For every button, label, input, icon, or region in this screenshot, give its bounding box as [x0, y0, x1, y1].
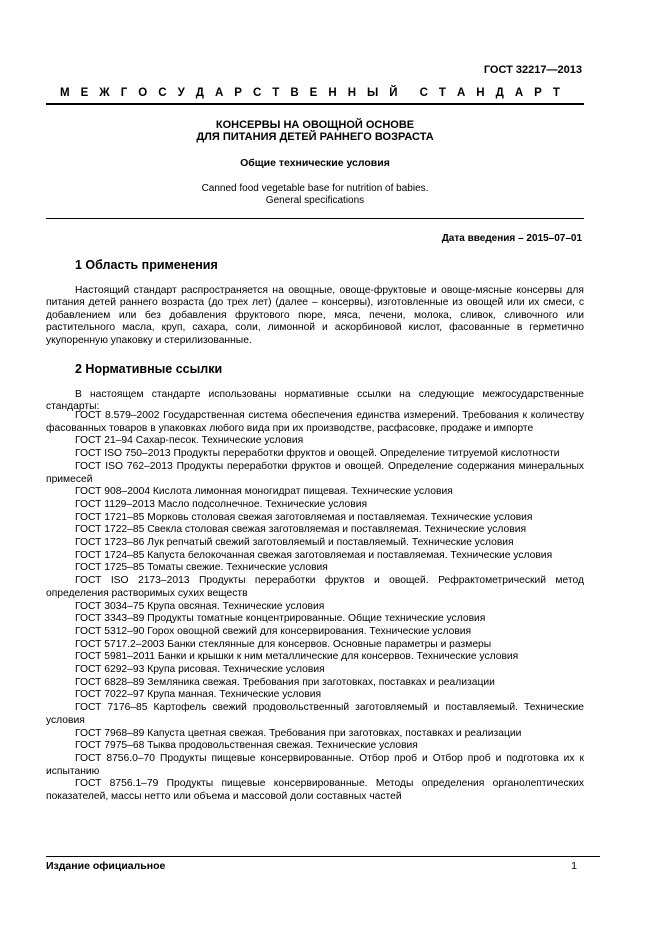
reference-item: ГОСТ 908–2004 Кислота лимонная моногидрат пищевая. Технические условия — [75, 486, 453, 498]
banner-letter: Н — [328, 87, 337, 99]
reference-item: ГОСТ ISO 762–2013 Продукты переработки фруктов и овощей. Определение содержания минеральных примесей — [46, 460, 584, 485]
reference-item: ГОСТ ISO 2173–2013 Продукты переработки фруктов и овощей. Рефрактометрический метод определения растворимых сухих веществ — [46, 575, 584, 599]
banner-letter: Ж — [99, 87, 110, 99]
banner-letter: Н — [347, 87, 356, 99]
english-title-line-2: General specifications — [265, 195, 365, 206]
introduction-date: Дата введения – 2015–07–01 — [441, 233, 582, 244]
reference-item: ГОСТ 7176–85 Картофель свежий продовольственный заготовляемый и поставляемый. Технические условия — [46, 702, 584, 726]
section-2-heading: 2 Нормативные ссылки — [75, 362, 223, 376]
banner-letter: А — [214, 87, 224, 99]
document-title — [46, 119, 584, 143]
english-title-line-1: Canned food vegetable base for nutrition of babies. — [201, 183, 429, 194]
banner-letter: С — [252, 87, 262, 99]
reference-item: ГОСТ 1722–85 Свекла столовая свежая заготовляемая и поставляемая. Технические условия — [75, 524, 527, 536]
reference-item: ГОСТ 6292–93 Крупа рисовая. Технические условия — [75, 664, 325, 676]
reference-item: ГОСТ 8756.0–70 Продукты пищевые консервированные. Отбор проб и Отбор проб и подготовка их к испытанию — [46, 752, 584, 777]
reference-item: ГОСТ 21–94 Сахар-песок. Технические условия — [75, 435, 304, 447]
reference-item: ГОСТ 1723–86 Лук репчатый свежий заготовляемый и поставляемый. Технические условия — [75, 537, 514, 549]
standard-type-banner — [60, 87, 560, 99]
reference-item: ГОСТ 3343–89 Продукты томатные концентрированные. Общие технические условия — [75, 613, 486, 625]
official-edition-label: Издание официальное — [46, 860, 166, 872]
title-divider — [46, 218, 584, 219]
reference-item: ГОСТ 1725–85 Томаты свежие. Технические условия — [75, 562, 328, 574]
title-line-2: ДЛЯ ПИТАНИЯ ДЕТЕЙ РАННЕГО ВОЗРАСТА — [196, 131, 434, 143]
reference-item: ГОСТ 8756.1–79 Продукты пищевые консервированные. Методы определения органолептических показателей, массы нетто или объема и массовой доли составных частей — [46, 778, 584, 803]
banner-letter: Г — [120, 87, 128, 99]
reference-item: ГОСТ 5717.2–2003 Банки стеклянные для консервов. Основные параметры и размеры — [75, 638, 492, 650]
section-1-paragraph: Настоящий стандарт распространяется на овощные, овоще-фруктовые и овоще-мясные консервы для питания детей раннего возраста (до трех лет) (далее – консервы), изготовленные из овощей или их смеси, с добавлением или без добавления фруктового пюре, мяса, печени, молока, сливок, сливочного или растительного масла, круп, сахара, соли, лимонной и аскорбиновой кислот, фасованные в герметично укупоренную упаковку и стерилизованные. — [46, 285, 584, 346]
banner-letter: В — [290, 87, 299, 99]
banner-letter: У — [177, 87, 185, 99]
banner-letter: Й — [389, 87, 398, 99]
banner-letter: А — [456, 87, 466, 99]
english-title — [46, 183, 584, 207]
banner-letter: Р — [234, 87, 242, 99]
footer-divider — [46, 856, 600, 857]
section-1-text — [46, 285, 584, 347]
document-subtitle: Общие технические условия — [240, 157, 390, 169]
reference-item: ГОСТ 7022–97 Крупа манная. Технические условия — [75, 689, 322, 701]
title-line-1: КОНСЕРВЫ НА ОВОЩНОЙ ОСНОВЕ — [215, 119, 415, 131]
page-number: 1 — [571, 860, 577, 872]
banner-letter: С — [158, 87, 167, 99]
gost-number: ГОСТ 32217—2013 — [483, 64, 582, 76]
reference-item: ГОСТ 1724–85 Капуста белокочанная свежая заготовляемая и поставляемая. Технические условия — [75, 549, 553, 561]
reference-item: ГОСТ 7975–68 Тыква продовольственная свежая. Технические условия — [75, 740, 418, 752]
reference-item: ГОСТ 5981–2011 Банки и крышки к ним металлические для консервов. Технические условия — [75, 651, 519, 663]
banner-letter: Т — [272, 87, 280, 99]
reference-item: ГОСТ 7968–89 Капуста цветная свежая. Требования при заготовках, поставках и реализации — [75, 727, 522, 739]
reference-item: ГОСТ ISO 750–2013 Продукты переработки фруктов и овощей. Определение титруемой кислотности — [75, 448, 560, 460]
banner-letter: Т — [552, 87, 560, 99]
reference-item: ГОСТ 1721–85 Морковь столовая свежая заготовляемая и поставляемая. Технические условия — [75, 511, 533, 523]
section-1-heading: 1 Область применения — [75, 258, 218, 272]
banner-letter: Н — [476, 87, 485, 99]
banner-letter: О — [138, 87, 148, 99]
banner-letter: Д — [195, 87, 204, 99]
banner-letter: Д — [495, 87, 504, 99]
banner-letter: Ы — [367, 87, 379, 99]
reference-item: ГОСТ 5312–90 Горох овощной свежий для консервирования. Технические условия — [75, 625, 472, 637]
reference-item: ГОСТ 1129–2013 Масло подсолнечное. Технические условия — [75, 498, 368, 510]
header-divider — [46, 103, 584, 105]
banner-letter: М — [60, 87, 70, 99]
banner-letter: Т — [438, 87, 446, 99]
banner-letter: Е — [80, 87, 89, 99]
reference-item: ГОСТ 8.579–2002 Государственная система обеспечения единства измерений. Требования к количеству фасованных товаров в упаковках любого вида при их производстве, расфасовке, продаже и импорте — [46, 410, 584, 434]
banner-letter: Р — [534, 87, 542, 99]
reference-item: ГОСТ 3034–75 Крупа овсяная. Технические условия — [75, 600, 325, 612]
banner-letter: А — [514, 87, 524, 99]
section-2-intro-text: В настоящем стандарте использованы нормативные ссылки на следующие межгосударственные стандарты: — [46, 389, 584, 413]
reference-item: ГОСТ 6828–89 Земляника свежая. Требования при заготовках, поставках и реализации — [75, 676, 495, 688]
normative-references-list — [46, 410, 584, 804]
banner-letter: Е — [309, 87, 318, 99]
banner-letter: С — [419, 87, 428, 99]
